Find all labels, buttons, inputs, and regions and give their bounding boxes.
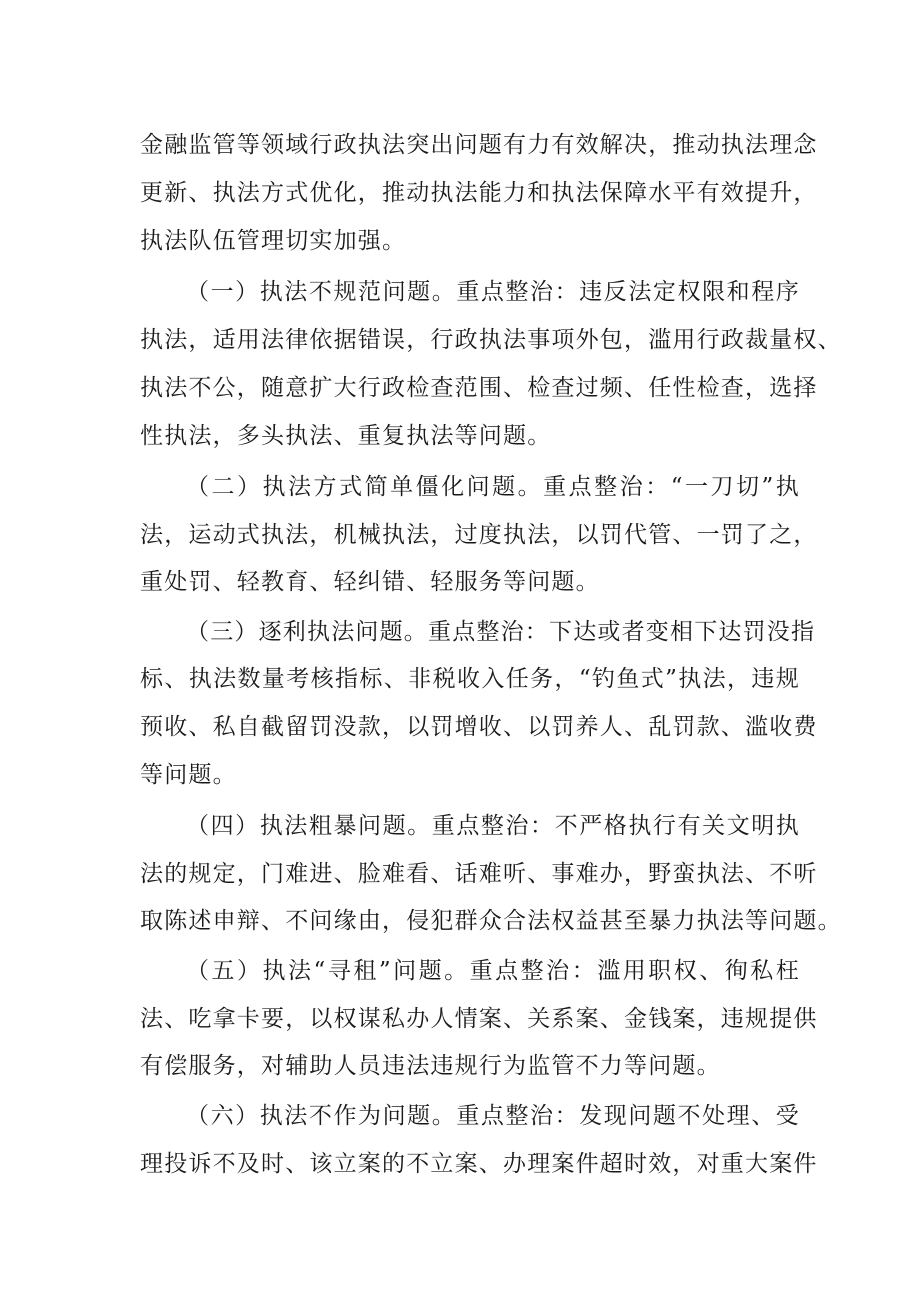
section-2-heading-line: （二）执法方式简单僵化问题。重点整治：“一刀切”执 (186, 474, 800, 500)
section-4-heading-line: （四）执法粗暴问题。重点整治：不严格执行有关文明执 (186, 813, 800, 839)
text-line: 执法队伍管理切实加强。 (140, 228, 407, 254)
section-5-heading-line: （五）执法“寻租”问题。重点整治：滥用职权、徇私枉 (186, 958, 800, 984)
text-line: 取陈述申辩、不问缘由，侵犯群众合法权益甚至暴力执法等问题。 (140, 908, 842, 934)
text-line: 更新、执法方式优化，推动执法能力和执法保障水平有效提升， (140, 180, 818, 206)
text-line: 法，运动式执法，机械执法，过度执法，以罚代管、一罚了之， (140, 522, 818, 548)
text-line: 法、吃拿卡要，以权谋私办人情案、关系案、金钱案，违规提供 (140, 1006, 818, 1032)
text-line: 有偿服务，对辅助人员违法违规行为监管不力等问题。 (140, 1053, 721, 1079)
text-line: 标、执法数量考核指标、非税收入任务，“钓鱼式”执法，违规 (140, 666, 800, 692)
text-line: 金融监管等领域行政执法突出问题有力有效解决，推动执法理念 (140, 132, 818, 158)
text-line: 执法，适用法律依据错误，行政执法事项外包，滥用行政裁量权、 (140, 327, 842, 353)
text-line: 性执法，多头执法、重复执法等问题。 (140, 423, 552, 449)
text-line: 等问题。 (140, 762, 237, 788)
text-line: 重处罚、轻教育、轻纠错、轻服务等问题。 (140, 569, 600, 595)
text-line: 执法不公，随意扩大行政检查范围、检查过频、任性检查，选择 (140, 375, 818, 401)
text-line: 预收、私自截留罚没款，以罚增收、以罚养人、乱罚款、滥收费 (140, 714, 818, 740)
text-line: 理投诉不及时、该立案的不立案、办理案件超时效，对重大案件 (140, 1151, 818, 1177)
text-line: 法的规定，门难进、脸难看、话难听、事难办，野蛮执法、不听 (140, 861, 818, 887)
section-1-heading-line: （一）执法不规范问题。重点整治：违反法定权限和程序 (186, 279, 800, 305)
section-6-heading-line: （六）执法不作为问题。重点整治：发现问题不处理、受 (186, 1103, 800, 1129)
section-3-heading-line: （三）逐利执法问题。重点整治：下达或者变相下达罚没指 (186, 619, 816, 645)
